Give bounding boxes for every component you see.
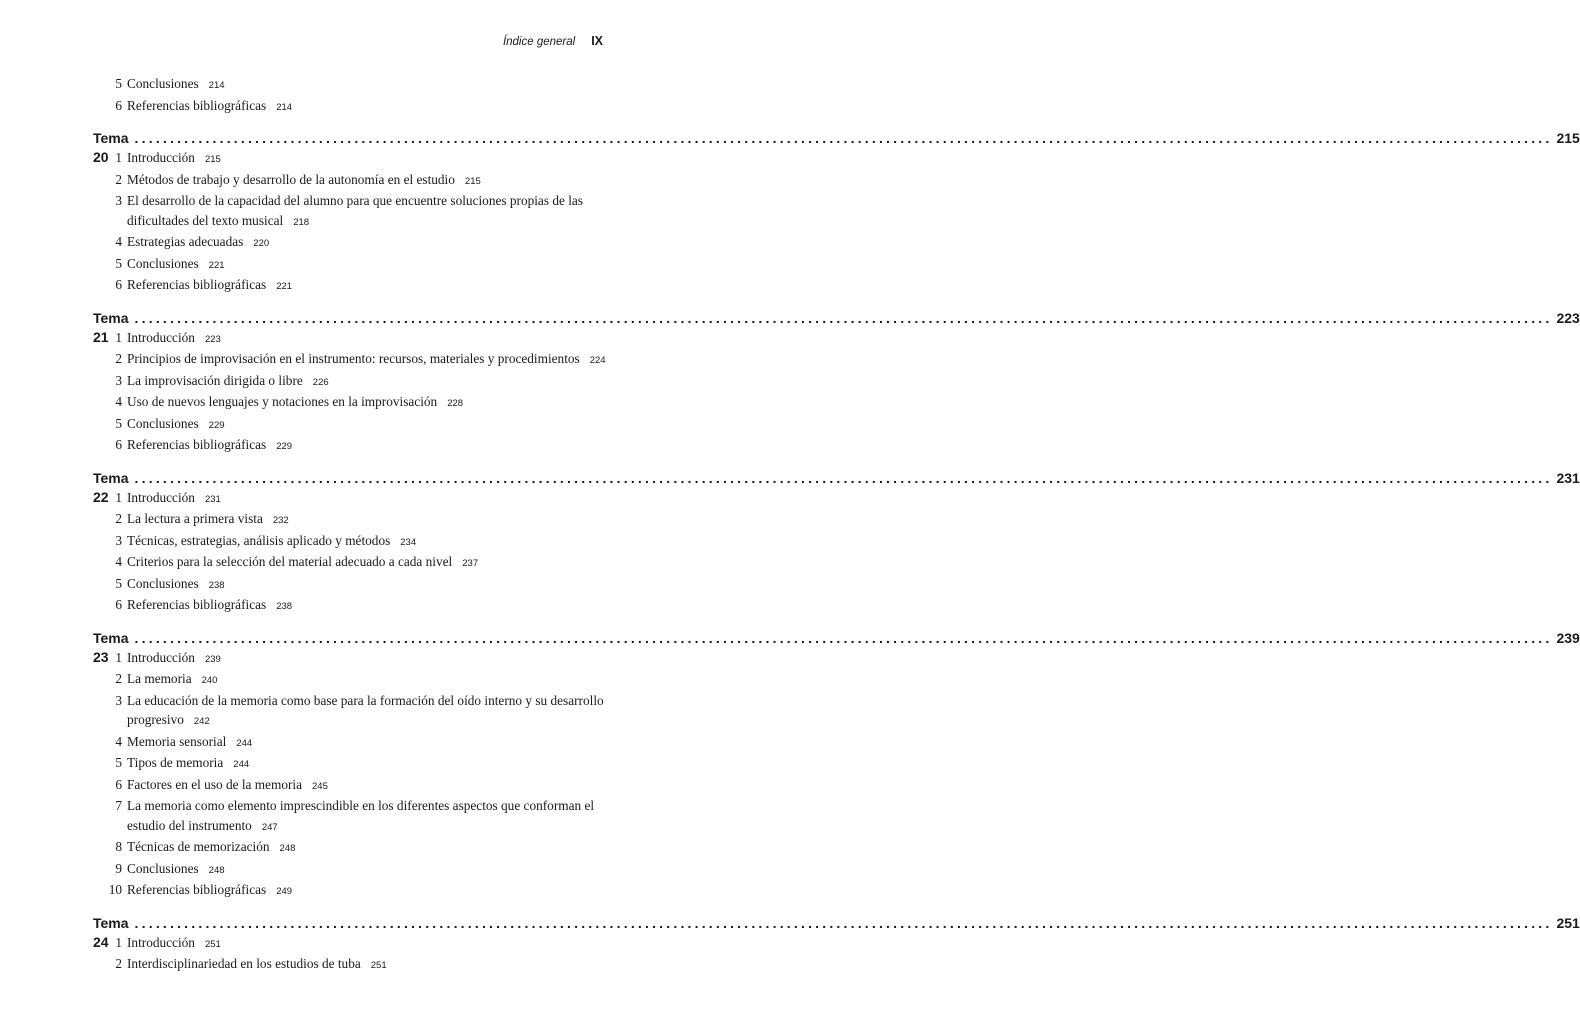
header-page-number: IX: [591, 34, 603, 48]
entry-page: 251: [370, 960, 387, 971]
toc-entry[interactable]: [93, 574, 606, 596]
tema-label: Tema 22: [93, 469, 129, 505]
entry-number: 6: [115, 597, 122, 612]
entry-page: 229: [208, 419, 225, 431]
entry-page: 237: [462, 558, 479, 569]
toc-entry[interactable]: [93, 880, 606, 902]
tema-label: Tema 20: [93, 130, 129, 165]
entry-number: 2: [115, 171, 122, 187]
dot-leader: ........................................................................................................................................................................................................: [134, 309, 1553, 326]
entry-page: 215: [204, 154, 221, 165]
entry-number: 1: [115, 649, 122, 665]
entry-page: 245: [312, 780, 328, 792]
toc-entry[interactable]: [93, 691, 606, 732]
entry-number: 10: [108, 882, 122, 897]
entry-number: 1: [115, 329, 122, 345]
entry-number: 4: [115, 554, 122, 569]
entry-page: 223: [204, 333, 221, 345]
entry-page: 234: [400, 536, 417, 548]
entry-page: 232: [272, 515, 289, 526]
entry-title: Interdisciplinariedad en los estudios de tuba: [127, 956, 361, 971]
entry-title: Principios de improvisación en el instrumento: recursos, materiales y procedimientos: [127, 351, 580, 366]
tema-page: 239: [1556, 629, 1580, 646]
tema-page: 223: [1556, 309, 1580, 326]
toc-entry[interactable]: [93, 732, 606, 754]
entry-page: 242: [193, 716, 210, 727]
entry-number: 4: [115, 733, 122, 749]
entry-page: 231: [204, 493, 221, 505]
entry-title: Introducción: [127, 934, 195, 950]
entry-page: 215: [464, 175, 481, 187]
entry-title: Conclusiones: [127, 76, 199, 91]
entry-number: 2: [115, 511, 122, 526]
entry-number: 9: [115, 860, 122, 876]
entry-title: La improvisación dirigida o libre: [127, 372, 303, 388]
entry-page: 240: [201, 675, 218, 686]
entry-page: 238: [208, 579, 225, 591]
entry-page: 244: [233, 759, 250, 770]
tema-label: Tema 23: [93, 629, 129, 665]
entry-page: 248: [279, 843, 296, 854]
toc-entry[interactable]: [93, 74, 606, 96]
tema-section: [93, 469, 1580, 617]
entry-title: La memoria: [127, 671, 192, 686]
entry-page: 214: [276, 101, 293, 113]
entry-number: 2: [115, 956, 122, 971]
entry-page: 218: [293, 216, 310, 228]
tema-section: [93, 914, 1580, 976]
toc-entry[interactable]: [93, 933, 606, 955]
tema-page: 215: [1556, 130, 1580, 146]
entry-title: Referencias bibliográficas: [127, 277, 267, 292]
toc-entry[interactable]: [93, 648, 606, 670]
toc-entry[interactable]: [93, 349, 606, 371]
toc-entry[interactable]: [93, 509, 606, 531]
entry-title: Técnicas, estrategias, análisis aplicado y métodos: [127, 532, 391, 548]
entry-title: La memoria como elemento imprescindible en los diferentes aspectos que conforman el estudio del instrumento: [127, 798, 595, 833]
entry-title: Técnicas de memorización: [127, 839, 270, 854]
entry-page: 228: [447, 398, 464, 409]
tema-page: 251: [1556, 914, 1580, 931]
toc-entry[interactable]: [93, 669, 606, 691]
tema-section: [93, 629, 1580, 902]
toc-entry[interactable]: [93, 488, 606, 510]
toc-entry[interactable]: [93, 371, 606, 393]
entry-number: 5: [115, 415, 122, 431]
tema-page: 231: [1556, 469, 1580, 486]
entry-title: Introducción: [127, 489, 195, 505]
tema-section: [93, 309, 1580, 457]
entry-title: Conclusiones: [127, 255, 199, 271]
toc-entry[interactable]: [93, 552, 606, 574]
entry-number: 4: [115, 234, 122, 249]
entry-title: Referencias bibliográficas: [127, 437, 267, 452]
toc-entry[interactable]: [93, 254, 606, 276]
entry-number: 3: [115, 372, 122, 388]
tema-label: Tema 24: [93, 914, 129, 950]
dot-leader: ........................................................................................................................................................................................................: [134, 469, 1553, 486]
entry-title: Conclusiones: [127, 415, 199, 431]
dot-leader: ........................................................................................................................................................................................................: [134, 914, 1553, 931]
entry-number: 6: [115, 277, 122, 292]
entry-number: 5: [115, 76, 122, 91]
toc-entry[interactable]: [93, 392, 606, 414]
entry-number: 6: [115, 776, 122, 792]
entry-title: Introducción: [127, 649, 195, 665]
tema-section: [93, 129, 1580, 297]
entry-title: Memoria sensorial: [127, 733, 227, 749]
toc-entry[interactable]: [93, 531, 606, 553]
tema-label: Tema 21: [93, 309, 129, 345]
toc-entry[interactable]: [93, 170, 606, 192]
entry-title: Conclusiones: [127, 860, 199, 876]
entry-title: Referencias bibliográficas: [127, 97, 267, 113]
entry-title: Tipos de memoria: [127, 755, 224, 770]
entry-number: 3: [115, 193, 122, 208]
toc-entry[interactable]: [93, 191, 606, 232]
toc-entry[interactable]: [93, 414, 606, 436]
entry-number: 4: [115, 394, 122, 409]
toc-entry[interactable]: [93, 232, 606, 254]
entry-number: 5: [115, 255, 122, 271]
table-of-contents: [93, 74, 1580, 976]
entry-number: 2: [115, 351, 122, 366]
entry-number: 1: [115, 934, 122, 950]
toc-entry[interactable]: [93, 595, 606, 617]
entry-number: 6: [115, 97, 122, 113]
entry-number: 1: [115, 150, 122, 165]
toc-entry[interactable]: [93, 753, 606, 775]
entry-page: 214: [208, 80, 225, 91]
entry-number: 5: [115, 755, 122, 770]
entry-number: 8: [115, 839, 122, 854]
toc-entry[interactable]: [93, 96, 606, 118]
entry-number: 7: [115, 798, 122, 813]
entry-page: 238: [276, 601, 293, 612]
entry-page: 239: [204, 653, 221, 665]
entry-title: Introducción: [127, 150, 195, 165]
previous-tema-entries: [93, 74, 606, 117]
toc-entry[interactable]: [93, 275, 606, 297]
toc-entry[interactable]: [93, 796, 606, 837]
running-header: [503, 34, 603, 48]
entry-title: Referencias bibliográficas: [127, 882, 267, 897]
toc-entry[interactable]: [93, 775, 606, 797]
toc-entry[interactable]: [93, 837, 606, 859]
entry-title: El desarrollo de la capacidad del alumno para que encuentre soluciones propias de las dificultades del texto musical: [127, 193, 583, 228]
toc-entry[interactable]: [93, 148, 606, 170]
entry-page: 247: [261, 821, 278, 833]
entry-page: 251: [204, 938, 221, 950]
entry-title: Criterios para la selección del material adecuado a cada nivel: [127, 554, 453, 569]
entry-title: Factores en el uso de la memoria: [127, 776, 303, 792]
entry-number: 3: [115, 692, 122, 708]
entry-title: Métodos de trabajo y desarrollo de la autonomía en el estudio: [127, 171, 455, 187]
entry-title: Estrategias adecuadas: [127, 234, 244, 249]
entry-number: 1: [115, 489, 122, 505]
entry-page: 220: [253, 238, 270, 249]
header-section-title: Índice general: [502, 36, 576, 48]
entry-title: La educación de la memoria como base para la formación del oído interno y su desarrollo progresivo: [127, 692, 604, 727]
entry-title: Uso de nuevos lenguajes y notaciones en la improvisación: [127, 394, 438, 409]
toc-entry[interactable]: [93, 328, 606, 350]
entry-page: 244: [236, 737, 253, 749]
entry-title: Introducción: [127, 329, 195, 345]
entry-page: 226: [312, 376, 329, 388]
entry-number: 5: [115, 575, 122, 591]
toc-entry[interactable]: [93, 859, 606, 881]
dot-leader: ........................................................................................................................................................................................................: [134, 130, 1553, 146]
entry-title: Conclusiones: [127, 575, 199, 591]
entry-page: 249: [276, 886, 293, 897]
tema-list: [93, 129, 1580, 976]
dot-leader: ........................................................................................................................................................................................................: [134, 629, 1553, 646]
entry-number: 6: [115, 437, 122, 452]
entry-page: 221: [276, 281, 293, 292]
entry-title: Referencias bibliográficas: [127, 597, 267, 612]
entry-page: 229: [276, 441, 293, 452]
entry-page: 224: [589, 355, 606, 366]
entry-page: 248: [208, 864, 225, 876]
entry-title: La lectura a primera vista: [127, 511, 263, 526]
entry-number: 2: [115, 671, 122, 686]
toc-entry[interactable]: [93, 435, 606, 457]
toc-entry[interactable]: [93, 954, 606, 976]
entry-page: 221: [208, 259, 225, 271]
entry-number: 3: [115, 532, 122, 548]
